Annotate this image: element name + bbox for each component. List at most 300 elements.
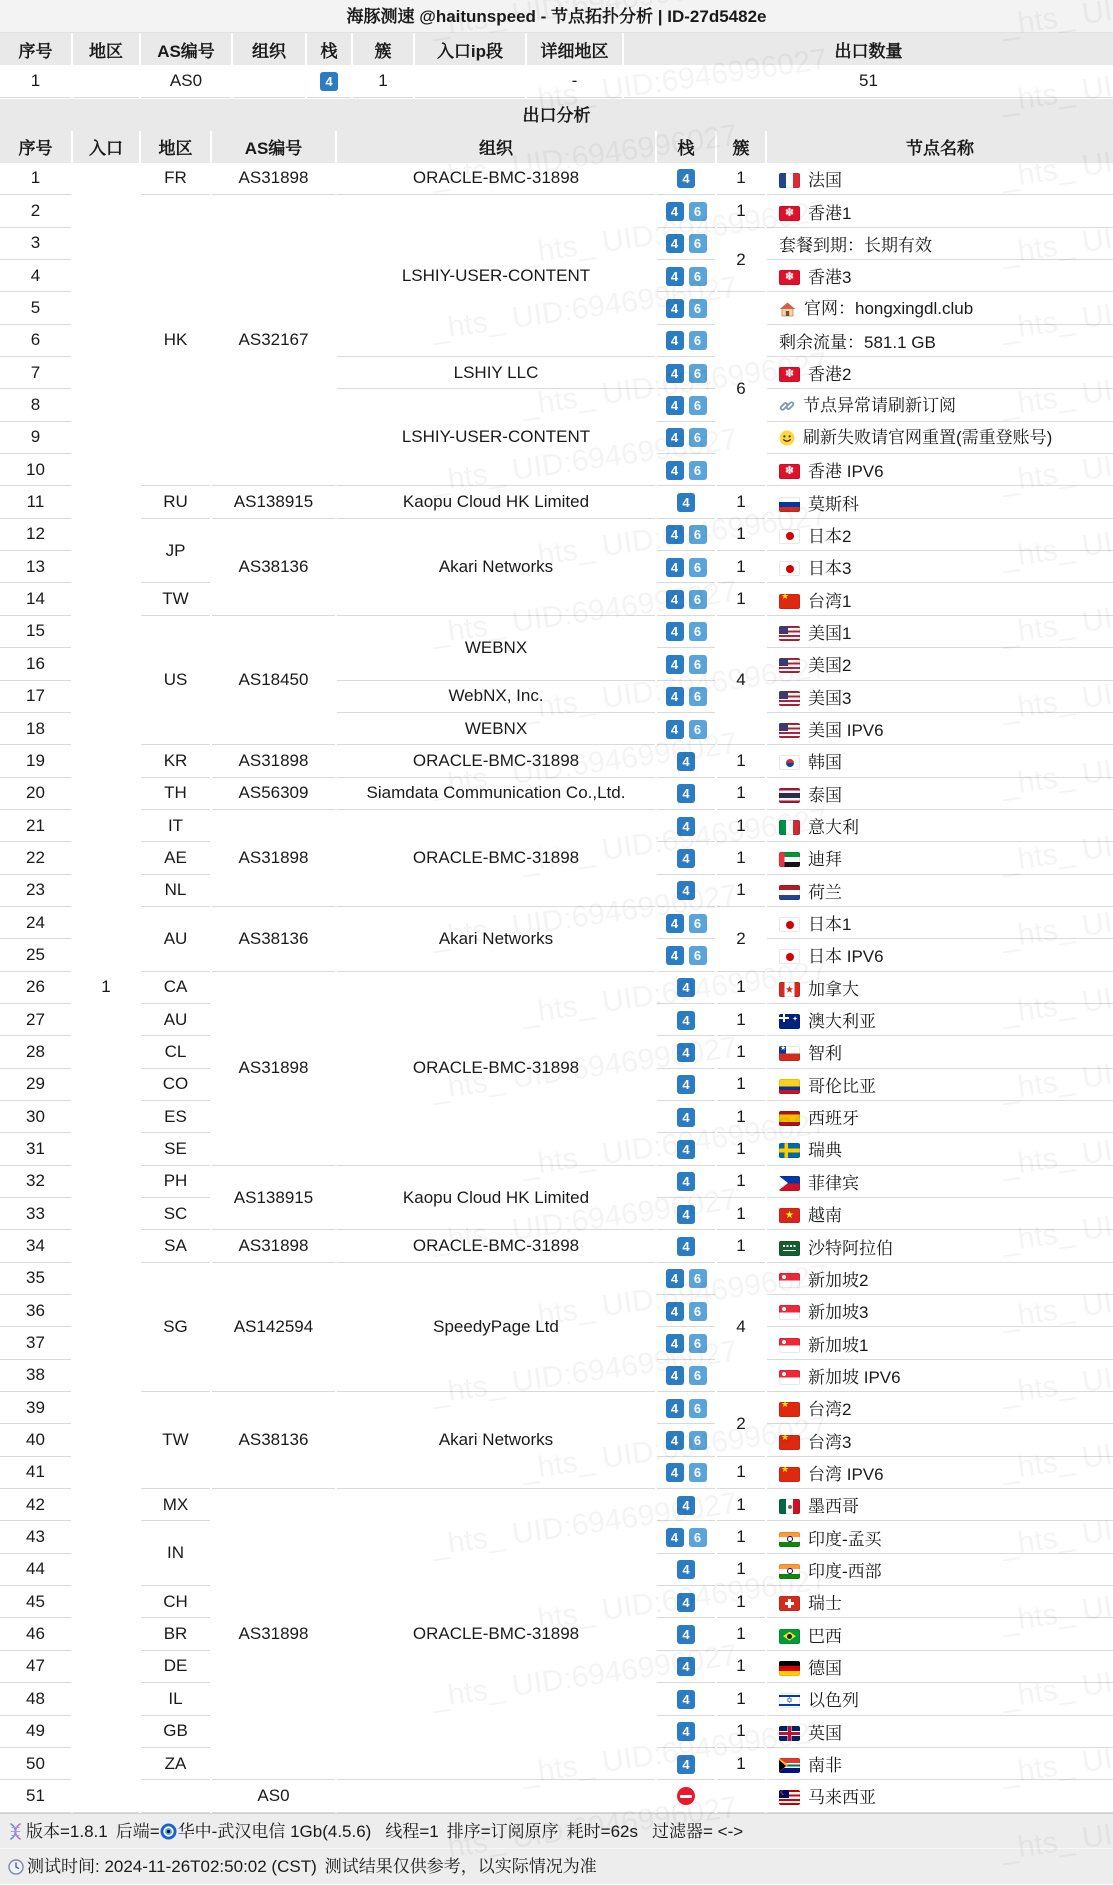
asn-cell: AS18450	[211, 615, 336, 744]
node-name-cell	[766, 1521, 1113, 1553]
node-name: 美国1	[808, 623, 852, 643]
node-name: 日本3	[808, 559, 852, 579]
exit-row	[0, 777, 1113, 809]
ipv4-badge: 4	[666, 622, 684, 641]
region-cell: RU	[140, 486, 211, 518]
node-name: 日本2	[808, 526, 852, 546]
ipv6-badge: 6	[689, 558, 707, 577]
exit-row	[0, 745, 1113, 777]
flag-sa-icon	[779, 1241, 800, 1256]
node-name: 泰国	[808, 785, 842, 805]
section-title: 出口分析	[0, 98, 1113, 131]
node-name-cell	[766, 1003, 1113, 1035]
ipv4-badge: 4	[677, 1237, 695, 1256]
stack-cell	[656, 680, 716, 712]
flag-in-icon	[779, 1532, 800, 1547]
node-name-cell	[766, 1230, 1113, 1262]
stack-cell	[656, 1618, 716, 1650]
flag-sg-icon	[779, 1305, 800, 1320]
ipv6-badge: 6	[689, 1302, 707, 1321]
ipv4-badge: 4	[666, 1431, 684, 1450]
region-cell: HK	[140, 195, 211, 486]
stack-cell	[656, 324, 716, 356]
node-name-cell	[766, 163, 1113, 195]
region-cell: CH	[140, 1586, 211, 1618]
node-name: 莫斯科	[808, 494, 859, 514]
region-cell: SG	[140, 1262, 211, 1391]
org-cell: LSHIY LLC	[336, 357, 656, 389]
exit-col-org: 组织	[336, 131, 656, 163]
ipv4-badge: 4	[666, 234, 684, 253]
ipv4-badge: 4	[677, 493, 695, 512]
exit-col-index: 序号	[0, 131, 72, 163]
flag-cl-icon	[779, 1046, 800, 1061]
clock-icon	[8, 1852, 24, 1885]
node-name: 美国 IPV6	[808, 721, 884, 741]
stack-cell	[656, 1003, 716, 1035]
org-cell: ORACLE-BMC-31898	[336, 809, 656, 906]
region-cell: CA	[140, 971, 211, 1003]
index-cell: 21	[0, 809, 72, 841]
region-cell: US	[140, 615, 211, 744]
org-cell: LSHIY-USER-CONTENT	[336, 389, 656, 486]
stack-cell	[656, 1424, 716, 1456]
region-cell: AE	[140, 842, 211, 874]
nazar-amulet-icon	[160, 1817, 177, 1852]
exit-row	[0, 163, 1113, 195]
entry-cell: 1	[72, 163, 140, 1813]
flag-my-icon	[779, 1790, 800, 1805]
ipv4-badge: 4	[666, 396, 684, 415]
node-name-cell	[766, 1715, 1113, 1747]
region-cell: TW	[140, 583, 211, 615]
org-cell: ORACLE-BMC-31898	[336, 971, 656, 1165]
ipv4-badge: 4	[666, 1399, 684, 1418]
flag-nl-icon	[779, 885, 800, 900]
asn-cell: AS38136	[211, 518, 336, 615]
ipv6-badge: 6	[689, 364, 707, 383]
footer-line1	[0, 1813, 1113, 1848]
stack-cell	[656, 518, 716, 550]
node-name-cell	[766, 1327, 1113, 1359]
node-name-cell	[766, 745, 1113, 777]
node-name-cell	[766, 357, 1113, 389]
footer-test-time: 测试时间: 2024-11-26T02:50:02 (CST)	[27, 1856, 317, 1876]
index-cell: 28	[0, 1036, 72, 1068]
node-name: 套餐到期：长期有效	[779, 235, 932, 255]
asn-cell: AS38136	[211, 1392, 336, 1489]
entry-header-row	[0, 33, 1113, 65]
ipv4-badge: 4	[320, 72, 338, 91]
index-cell: 23	[0, 874, 72, 906]
asn-cell: AS31898	[211, 1489, 336, 1780]
ipv4-badge: 4	[666, 267, 684, 286]
index-cell: 9	[0, 421, 72, 453]
entry-col-iprange: 入口ip段	[414, 33, 526, 65]
index-cell: 26	[0, 971, 72, 1003]
region-cell: AU	[140, 1003, 211, 1035]
ipv4-badge: 4	[666, 1269, 684, 1288]
asn-cell: AS31898	[211, 971, 336, 1165]
flag-us-icon	[779, 658, 800, 673]
region-cell: NL	[140, 874, 211, 906]
ipv6-badge: 6	[689, 720, 707, 739]
node-name: 刷新失败请官网重置(需重登账号)	[803, 428, 1053, 448]
entry-col-stack: 栈	[306, 33, 352, 65]
cluster-cell: 1	[716, 1230, 766, 1262]
ipv4-badge: 4	[666, 1528, 684, 1547]
ipv4-badge: 4	[677, 1011, 695, 1030]
exit-col-region: 地区	[140, 131, 211, 163]
flag-it-icon	[779, 820, 800, 835]
cluster-cell	[716, 1780, 766, 1812]
node-name: 荷兰	[808, 882, 842, 902]
ipv6-badge: 6	[689, 234, 707, 253]
exit-header-row	[0, 131, 1113, 163]
ipv6-badge: 6	[689, 590, 707, 609]
node-name-cell	[766, 454, 1113, 486]
ipv6-badge: 6	[689, 396, 707, 415]
ipv6-badge: 6	[689, 1334, 707, 1353]
ipv6-badge: 6	[689, 655, 707, 674]
node-name-cell	[766, 1133, 1113, 1165]
exit-row	[0, 615, 1113, 647]
cluster-cell: 1	[716, 874, 766, 906]
org-cell: Kaopu Cloud HK Limited	[336, 486, 656, 518]
index-cell: 34	[0, 1230, 72, 1262]
node-name-cell	[766, 1618, 1113, 1650]
ipv6-badge: 6	[689, 1528, 707, 1547]
org-cell: Kaopu Cloud HK Limited	[336, 1165, 656, 1230]
index-cell: 33	[0, 1198, 72, 1230]
node-name-cell	[766, 1456, 1113, 1488]
index-cell: 22	[0, 842, 72, 874]
cluster-cell: 1	[716, 777, 766, 809]
flag-hk-icon	[779, 464, 800, 479]
ipv6-badge: 6	[689, 914, 707, 933]
stack-cell	[656, 1521, 716, 1553]
index-cell: 42	[0, 1489, 72, 1521]
cluster-cell: 1	[716, 195, 766, 227]
node-name-cell	[766, 1036, 1113, 1068]
org-cell: WebNX, Inc.	[336, 680, 656, 712]
entry-stack-cell	[306, 65, 352, 97]
node-name-cell	[766, 227, 1113, 259]
node-name-cell	[766, 1553, 1113, 1585]
ipv4-badge: 4	[677, 784, 695, 803]
node-name: 德国	[808, 1658, 842, 1678]
exit-row	[0, 195, 1113, 227]
node-name-cell	[766, 551, 1113, 583]
org-cell: ORACLE-BMC-31898	[336, 1489, 656, 1780]
node-name: 意大利	[808, 818, 859, 838]
node-name-cell	[766, 1392, 1113, 1424]
region-cell	[140, 1780, 211, 1812]
ipv4-badge: 4	[677, 817, 695, 836]
node-name-cell	[766, 648, 1113, 680]
stack-cell	[656, 389, 716, 421]
node-name: 西班牙	[808, 1109, 859, 1129]
node-name-cell	[766, 1683, 1113, 1715]
flag-cn-icon	[779, 1467, 800, 1482]
footer-threads: 线程=1	[385, 1821, 439, 1841]
node-name: 香港3	[808, 268, 852, 288]
asn-cell: AS56309	[211, 777, 336, 809]
index-cell: 39	[0, 1392, 72, 1424]
node-name: 新加坡3	[808, 1303, 869, 1323]
exit-row	[0, 1780, 1113, 1812]
org-cell: Akari Networks	[336, 906, 656, 971]
entry-region-cell	[72, 65, 140, 97]
cluster-cell: 1	[716, 1036, 766, 1068]
node-name-cell	[766, 906, 1113, 938]
index-cell: 37	[0, 1327, 72, 1359]
ipv4-badge: 4	[666, 687, 684, 706]
page-title: 海豚测速 @haitunspeed - 节点拓扑分析 | ID-27d5482e	[0, 0, 1113, 33]
stack-cell	[656, 1553, 716, 1585]
stack-cell	[656, 745, 716, 777]
entry-col-asn: AS编号	[140, 33, 232, 65]
cluster-cell: 1	[716, 1003, 766, 1035]
stack-cell	[656, 777, 716, 809]
node-name: 香港2	[808, 365, 852, 385]
region-cell: IN	[140, 1521, 211, 1586]
flag-th-icon	[779, 788, 800, 803]
flag-us-icon	[779, 691, 800, 706]
cluster-cell: 1	[716, 1521, 766, 1553]
stack-cell	[656, 163, 716, 195]
region-cell: SC	[140, 1198, 211, 1230]
node-name-cell	[766, 939, 1113, 971]
node-name-cell	[766, 292, 1113, 324]
dna-icon	[8, 1817, 23, 1852]
region-cell: TH	[140, 777, 211, 809]
index-cell: 6	[0, 324, 72, 356]
region-cell: ES	[140, 1100, 211, 1132]
org-cell: Akari Networks	[336, 518, 656, 615]
entry-org-cell	[232, 65, 306, 97]
flag-ae-icon	[779, 852, 800, 867]
entry-index-cell: 1	[0, 65, 72, 97]
cluster-cell: 1	[716, 163, 766, 195]
cluster-cell: 1	[716, 1489, 766, 1521]
cluster-cell: 1	[716, 518, 766, 550]
region-cell: PH	[140, 1165, 211, 1197]
node-name-cell	[766, 971, 1113, 1003]
stack-cell	[656, 971, 716, 1003]
stack-cell	[656, 486, 716, 518]
region-cell: DE	[140, 1650, 211, 1682]
ipv4-badge: 4	[677, 1108, 695, 1127]
index-cell: 27	[0, 1003, 72, 1035]
flag-ca-icon	[779, 982, 800, 997]
cluster-cell: 1	[716, 809, 766, 841]
node-name-cell	[766, 1586, 1113, 1618]
node-name: 沙特阿拉伯	[808, 1238, 893, 1258]
entry-col-org: 组织	[232, 33, 306, 65]
cluster-cell: 1	[716, 1618, 766, 1650]
ipv6-badge: 6	[689, 331, 707, 350]
exit-row	[0, 906, 1113, 938]
stack-cell	[656, 939, 716, 971]
footer-disclaimer: 测试结果仅供参考，以实际情况为准	[324, 1856, 597, 1876]
asn-cell: AS38136	[211, 906, 336, 971]
footer-sort: 排序=订阅原序	[446, 1821, 559, 1841]
footer-backend: 华中-武汉电信 1Gb(4.5.6)	[177, 1821, 372, 1841]
cluster-cell: 2	[716, 906, 766, 971]
ipv4-badge: 4	[677, 1205, 695, 1224]
entry-cluster-cell: 1	[352, 65, 414, 97]
ipv4-badge: 4	[677, 1690, 695, 1709]
ipv6-badge: 6	[689, 428, 707, 447]
node-name-cell	[766, 680, 1113, 712]
ipv4-badge: 4	[666, 364, 684, 383]
ipv4-badge: 4	[677, 1755, 695, 1774]
exit-row	[0, 1262, 1113, 1294]
region-cell: CO	[140, 1068, 211, 1100]
ipv4-badge: 4	[677, 1625, 695, 1644]
node-name: 马来西亚	[808, 1788, 876, 1808]
cluster-cell: 1	[716, 1068, 766, 1100]
node-name-cell	[766, 1424, 1113, 1456]
node-name: 墨西哥	[808, 1497, 859, 1517]
ipv4-badge: 4	[677, 1496, 695, 1515]
stack-cell	[656, 1327, 716, 1359]
flag-jp-icon	[779, 917, 800, 932]
node-name-cell	[766, 1295, 1113, 1327]
ipv4-badge: 4	[666, 461, 684, 480]
node-name-cell	[766, 1650, 1113, 1682]
node-name: 台湾 IPV6	[808, 1464, 884, 1484]
ipv4-badge: 4	[666, 655, 684, 674]
flag-vn-icon	[779, 1208, 800, 1223]
stack-cell	[656, 583, 716, 615]
asn-cell: AS138915	[211, 486, 336, 518]
ipv4-badge: 4	[666, 558, 684, 577]
node-name-cell	[766, 1747, 1113, 1779]
index-cell: 31	[0, 1133, 72, 1165]
cluster-cell: 1	[716, 1650, 766, 1682]
footer-backend-label: 后端=	[115, 1821, 160, 1841]
ipv4-badge: 4	[666, 914, 684, 933]
ipv6-badge: 6	[689, 267, 707, 286]
ipv4-badge: 4	[677, 1593, 695, 1612]
cluster-cell: 1	[716, 1715, 766, 1747]
ipv4-badge: 4	[666, 299, 684, 318]
region-cell: ZA	[140, 1747, 211, 1779]
ipv4-badge: 4	[677, 1657, 695, 1676]
stack-cell	[656, 421, 716, 453]
node-name: 韩国	[808, 753, 842, 773]
org-cell: WEBNX	[336, 712, 656, 744]
flag-ph-icon	[779, 1176, 800, 1191]
cluster-cell: 1	[716, 1553, 766, 1585]
entry-table	[0, 33, 1113, 98]
stack-cell	[656, 1100, 716, 1132]
org-cell: SpeedyPage Ltd	[336, 1262, 656, 1391]
stack-cell	[656, 454, 716, 486]
asn-cell: AS32167	[211, 195, 336, 486]
node-name-cell	[766, 583, 1113, 615]
node-name-cell	[766, 195, 1113, 227]
node-name-cell	[766, 1100, 1113, 1132]
node-name-cell	[766, 1198, 1113, 1230]
flag-br-icon	[779, 1629, 800, 1644]
org-cell: ORACLE-BMC-31898	[336, 163, 656, 195]
ipv4-badge: 4	[666, 525, 684, 544]
stack-cell	[656, 195, 716, 227]
flag-hk-icon	[779, 206, 800, 221]
region-cell: SA	[140, 1230, 211, 1262]
flag-fr-icon	[779, 173, 800, 188]
org-cell	[336, 1780, 656, 1812]
node-name: 台湾1	[808, 591, 852, 611]
entry-col-region: 地区	[72, 33, 140, 65]
stack-cell	[656, 1165, 716, 1197]
ipv6-badge: 6	[689, 1269, 707, 1288]
node-name: 澳大利亚	[808, 1012, 876, 1032]
ipv6-badge: 6	[689, 946, 707, 965]
index-cell: 38	[0, 1359, 72, 1391]
node-name: 迪拜	[808, 850, 842, 870]
node-name: 台湾2	[808, 1400, 852, 1420]
index-cell: 46	[0, 1618, 72, 1650]
region-cell: AU	[140, 906, 211, 971]
index-cell: 48	[0, 1683, 72, 1715]
ipv4-badge: 4	[677, 849, 695, 868]
node-name-cell	[766, 1489, 1113, 1521]
ipv6-badge: 6	[689, 1431, 707, 1450]
stack-cell	[656, 615, 716, 647]
region-cell: CL	[140, 1036, 211, 1068]
cluster-cell: 1	[716, 1586, 766, 1618]
ipv4-badge: 4	[677, 881, 695, 900]
flag-za-icon	[779, 1758, 800, 1773]
cluster-cell: 1	[716, 1747, 766, 1779]
index-cell: 44	[0, 1553, 72, 1585]
region-cell: IL	[140, 1683, 211, 1715]
node-name-cell	[766, 842, 1113, 874]
ipv4-badge: 4	[677, 1043, 695, 1062]
node-name: 智利	[808, 1044, 842, 1064]
cluster-cell: 1	[716, 1456, 766, 1488]
flag-hk-icon	[779, 367, 800, 382]
index-cell: 1	[0, 163, 72, 195]
flag-kr-icon	[779, 755, 800, 770]
stack-cell	[656, 842, 716, 874]
index-cell: 17	[0, 680, 72, 712]
asn-cell: AS31898	[211, 809, 336, 906]
exit-col-stack: 栈	[656, 131, 716, 163]
stack-cell	[656, 1068, 716, 1100]
flag-se-icon	[779, 1143, 800, 1158]
index-cell: 7	[0, 357, 72, 389]
region-cell: JP	[140, 518, 211, 583]
flag-sg-icon	[779, 1273, 800, 1288]
region-cell: TW	[140, 1392, 211, 1489]
ipv4-badge: 4	[677, 1075, 695, 1094]
flag-sg-icon	[779, 1338, 800, 1353]
node-name: 印度-西部	[808, 1561, 882, 1581]
cluster-cell: 1	[716, 842, 766, 874]
node-name: 剩余流量：581.1 GB	[779, 332, 936, 352]
node-name: 南非	[808, 1756, 842, 1776]
ipv6-badge: 6	[689, 525, 707, 544]
exit-col-entry: 入口	[72, 131, 140, 163]
node-name-cell	[766, 809, 1113, 841]
asn-cell: AS138915	[211, 1165, 336, 1230]
index-cell: 8	[0, 389, 72, 421]
